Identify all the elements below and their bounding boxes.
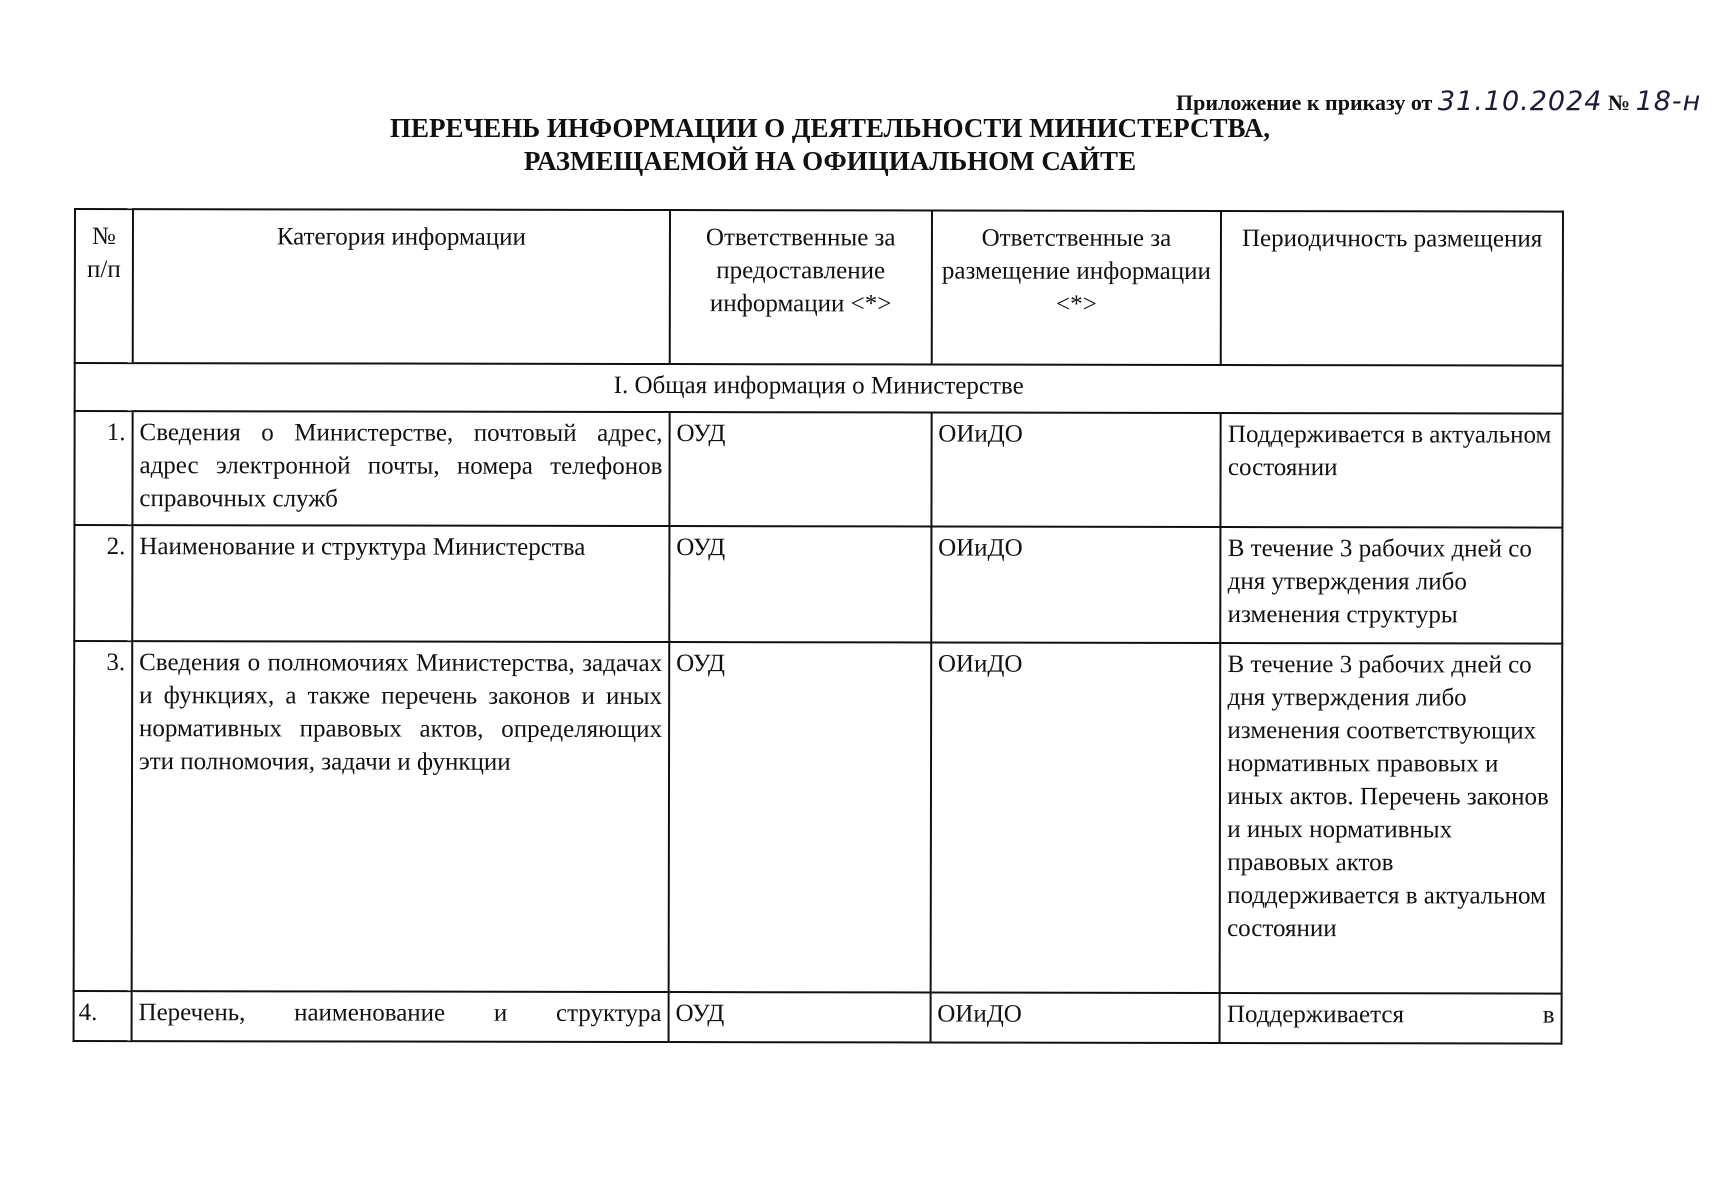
attachment-label: Приложение к приказу от <box>1176 90 1433 115</box>
table-row <box>74 991 1562 1044</box>
row-placement: ОИиДО <box>930 642 1220 993</box>
title-line-2: РАЗМЕЩАЕМОЙ НА ОФИЦИАЛЬНОМ САЙТЕ <box>523 146 1137 176</box>
row-provider: ОУД <box>669 642 931 992</box>
row-number: 2. <box>74 525 132 641</box>
table-row <box>74 411 1562 528</box>
header-category: Категория информации <box>133 209 670 364</box>
row-category <box>131 991 668 1042</box>
row-periodicity: В течение 3 рабочих дней со дня утверждения либо изменения соответствующих нормативных правовых и иных актов. Перечень законов и иных нормативных правовых актов поддерживается в актуальном состоянии <box>1220 643 1562 994</box>
section-title: I. Общая информация о Министерстве <box>75 363 1563 414</box>
row-periodicity <box>1220 993 1562 1044</box>
row-provider: ОУД <box>669 412 931 526</box>
row-number: 1. <box>74 411 132 525</box>
section-row <box>75 363 1563 414</box>
row-placement: ОИиДО <box>931 526 1221 643</box>
row-category: Сведения о Министерстве, почтовый адрес, адрес электронной почты, номера телефонов справочных служб <box>132 411 669 526</box>
row-periodicity: Поддерживается в актуальном состоянии <box>1221 413 1563 528</box>
row-category-text: Перечень, наименование и структура <box>138 999 662 1028</box>
number-label: № <box>1607 90 1631 115</box>
handwritten-number: 18-н <box>1635 86 1702 117</box>
document-title <box>330 112 1330 178</box>
row-number: 4. <box>74 991 132 1041</box>
row-provider: ОУД <box>668 992 930 1042</box>
row-placement: ОИиДО <box>930 992 1220 1043</box>
title-line-1: ПЕРЕЧЕНЬ ИНФОРМАЦИИ О ДЕЯТЕЛЬНОСТИ МИНИСТЕРСТВА, <box>389 113 1271 143</box>
information-table <box>73 208 1564 1045</box>
row-category: Наименование и структура Министерства <box>132 525 669 642</box>
header-provider: Ответственные за предоставление информации <*> <box>670 210 932 364</box>
row-periodicity-text: Поддерживается в <box>1226 1001 1555 1029</box>
table-row <box>74 641 1563 994</box>
row-provider: ОУД <box>669 526 931 642</box>
header-num: № п/п <box>75 209 133 363</box>
row-placement: ОИиДО <box>931 412 1221 527</box>
header-periodicity: Периодичность размещения <box>1221 211 1563 366</box>
row-periodicity: В течение 3 рабочих дней со дня утверждения либо изменения структуры <box>1221 527 1563 644</box>
table-header-row <box>75 209 1563 366</box>
row-category: Сведения о полномочиях Министерства, задачах и функциях, а также перечень законов и иных нормативных правовых актов, определяющих эти полномочия, задачи и функции <box>132 641 670 992</box>
handwritten-date: 31.10.2024 <box>1437 86 1603 117</box>
table-row <box>74 525 1562 644</box>
header-placement: Ответственные за размещение информации <*> <box>931 210 1221 365</box>
row-number: 3. <box>74 641 133 991</box>
